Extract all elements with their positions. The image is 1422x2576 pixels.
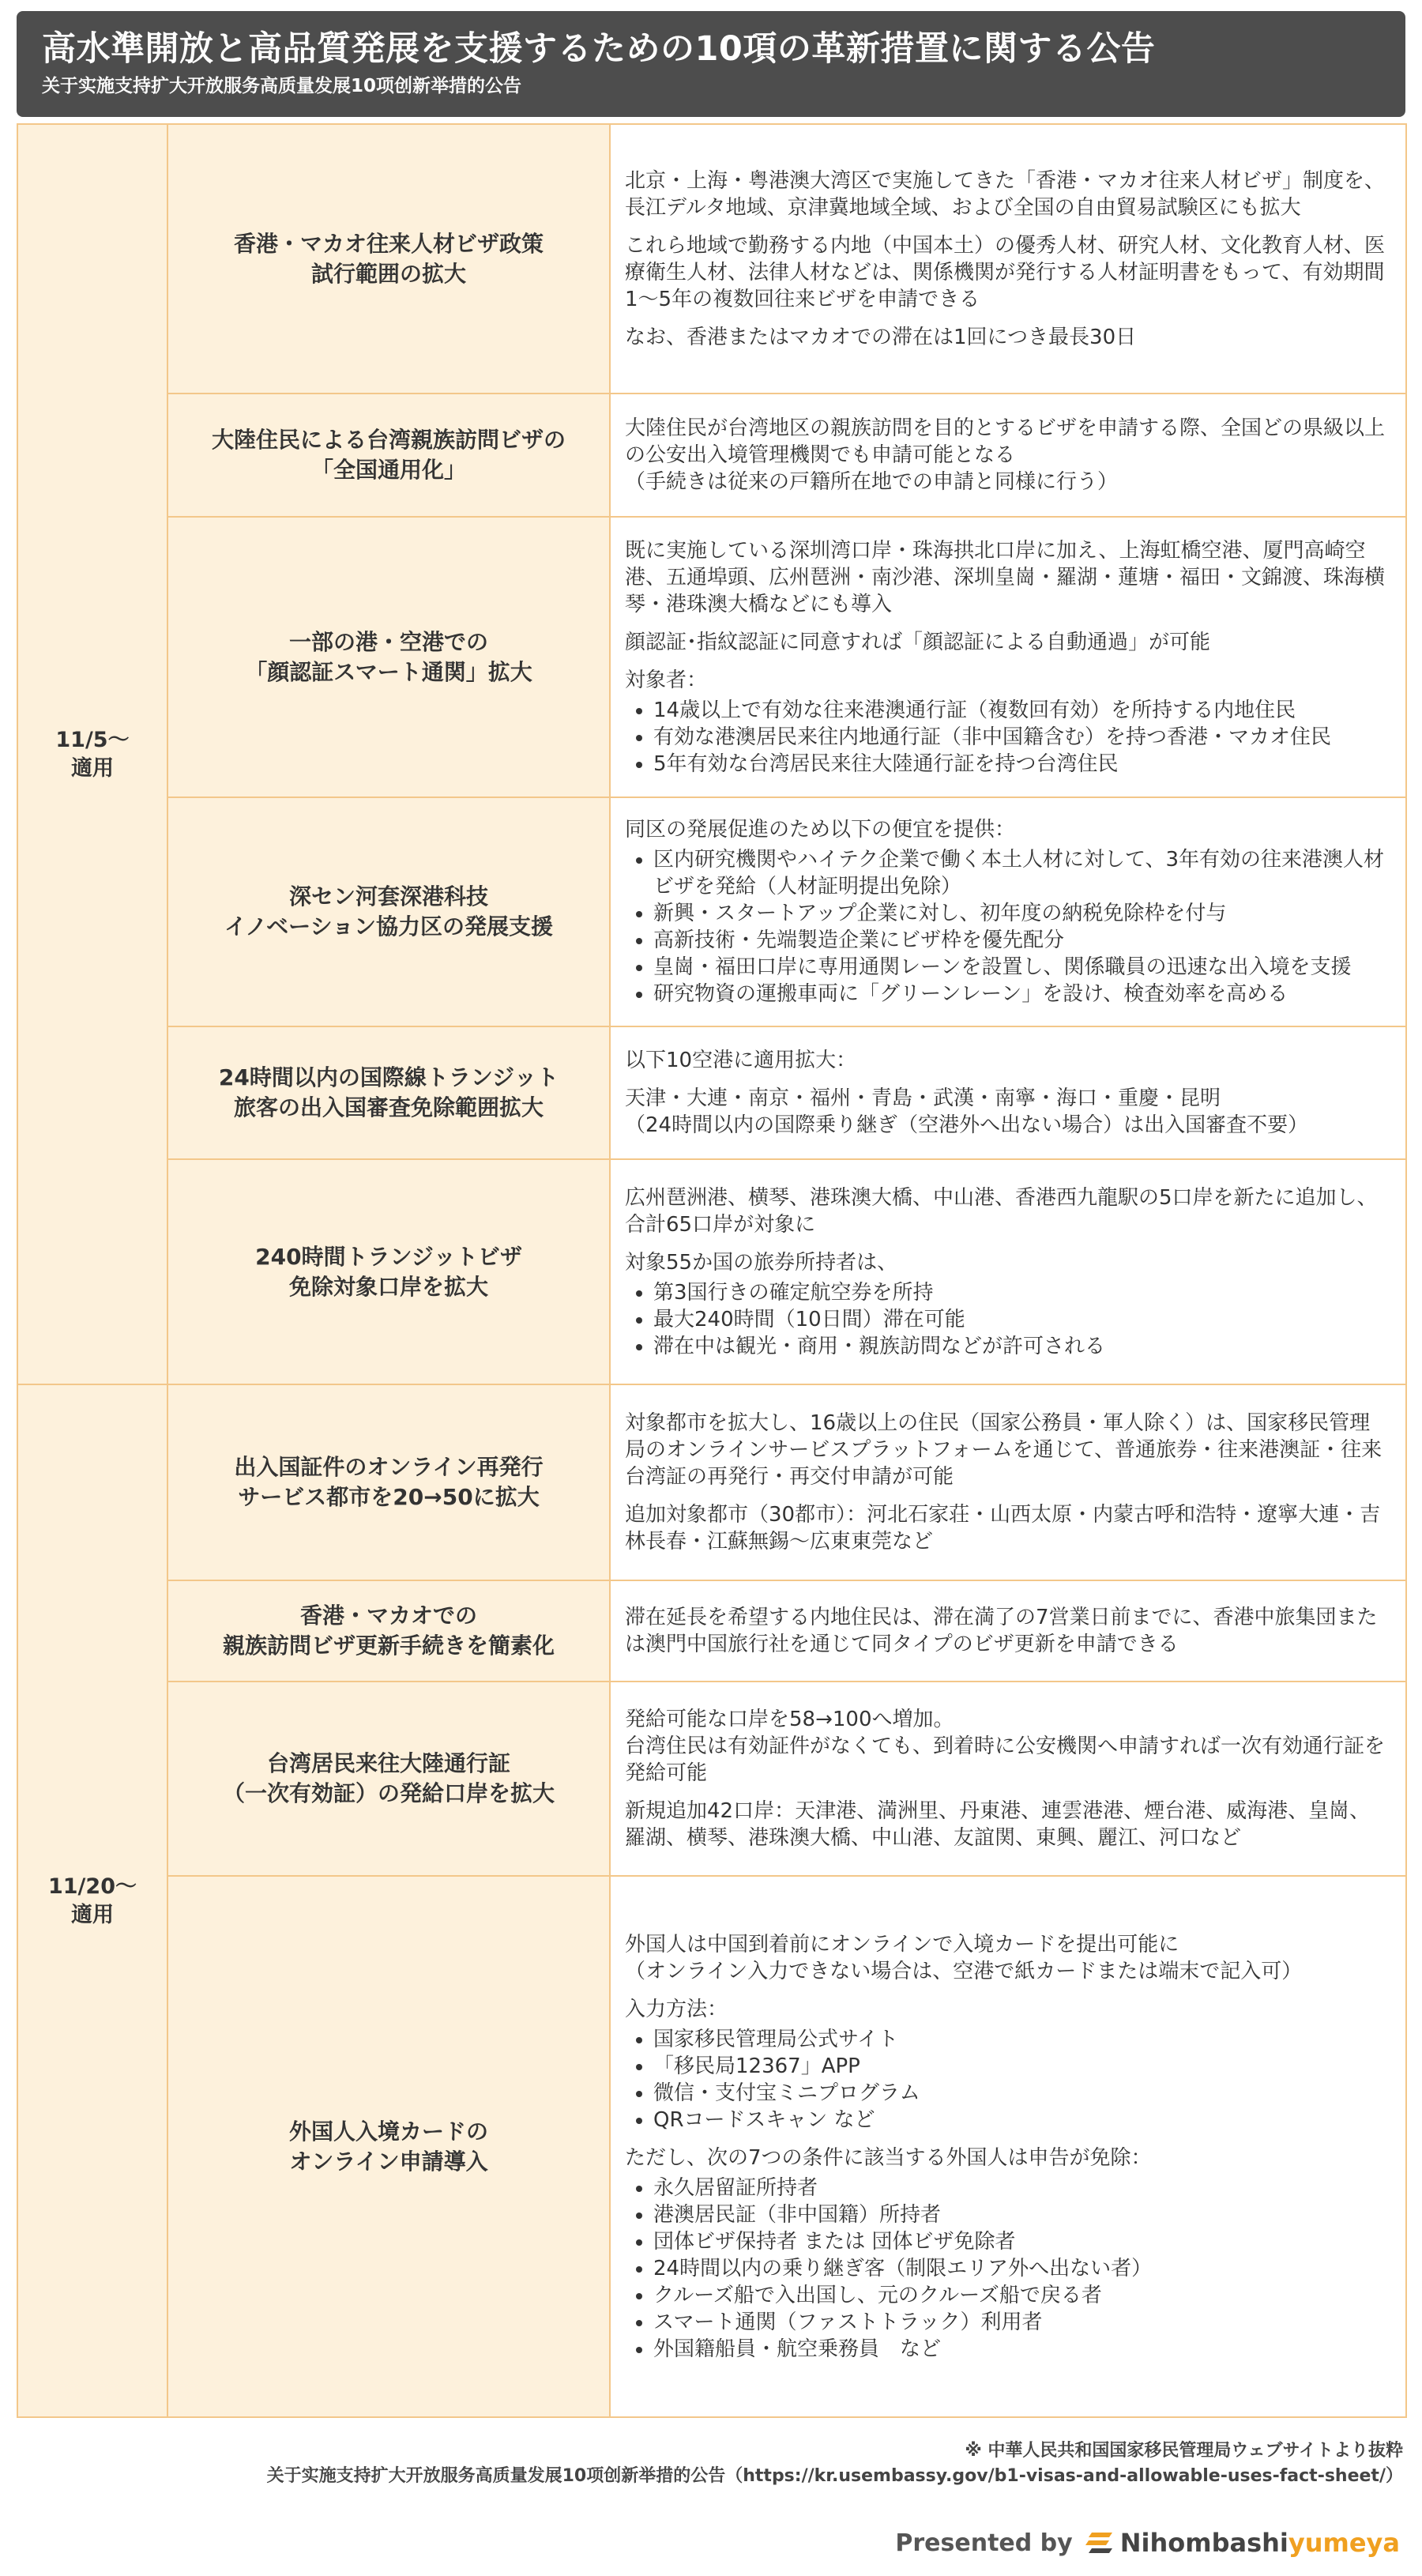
detail-paragraph xyxy=(625,1085,1390,1112)
measure-name-cell xyxy=(167,1384,610,1580)
measure-row xyxy=(17,1580,1406,1682)
detail-paragraph xyxy=(625,1958,1390,1985)
brand-footer xyxy=(895,2525,1400,2560)
measure-detail-cell xyxy=(610,797,1406,1026)
detail-paragraph xyxy=(625,1501,1390,1555)
detail-bullet-list xyxy=(625,2175,1390,2363)
measure-name-line: オンライン申請導入 xyxy=(289,2148,488,2175)
detail-paragraph xyxy=(625,1996,1390,2133)
measure-name-line: 「顔認証スマート通関」拡大 xyxy=(245,658,532,685)
detail-paragraph xyxy=(625,1410,1390,1490)
measure-detail-cell xyxy=(610,394,1406,517)
detail-text: （手続きは従来の戸籍所在地での申請と同様に行う） xyxy=(625,470,1119,494)
measure-name-cell xyxy=(167,124,610,394)
detail-bullet-list xyxy=(625,846,1390,1007)
source-note-line1: ※ 中華人民共和国国家移民管理局ウェブサイトより抜粋 xyxy=(965,2441,1403,2461)
detail-paragraph xyxy=(625,415,1390,469)
measure-name-line: 大陸住民による台湾親族訪問ビザの xyxy=(211,427,566,453)
detail-paragraph xyxy=(625,1706,1390,1733)
detail-paragraph xyxy=(625,1112,1390,1139)
measure-name-line: 親族訪問ビザ更新手続きを簡素化 xyxy=(222,1633,555,1659)
effective-date-suffix: 適用 xyxy=(71,755,114,781)
brand-logo-icon xyxy=(1084,2531,1114,2555)
measure-detail-cell xyxy=(610,517,1406,797)
detail-bullet-item: • 滞在中は観光・商用・親族訪問などが許可される xyxy=(653,1333,1390,1360)
detail-text: 以下10空港に適用拡大： xyxy=(625,1049,857,1072)
detail-text: （24時間以内の国際乗り継ぎ（空港外へ出ない場合）は出入国審査不要） xyxy=(625,1113,1309,1137)
detail-bullet-item: • 微信・支付宝ミニプログラム xyxy=(653,2080,1390,2107)
measure-row xyxy=(17,1026,1406,1159)
measure-name-line: 外国人入境カードの xyxy=(288,2118,488,2145)
measure-name-line: イノベーション協力区の発展支援 xyxy=(224,913,554,940)
detail-bullet-item: • 外国籍船員・航空乗務員 など xyxy=(653,2336,1390,2363)
detail-text: 対象55か国の旅券所持者は、 xyxy=(625,1250,898,1275)
measure-name-line: 免除対象口岸を拡大 xyxy=(288,1273,488,1300)
measure-row xyxy=(17,394,1406,517)
measure-row xyxy=(17,1384,1406,1580)
measure-row xyxy=(17,1159,1406,1384)
detail-bullet-item: • 皇崗・福田口岸に専用通関レーンを設置し、関係職員の迅速な出入境を支援 xyxy=(653,954,1390,981)
measures-table xyxy=(17,123,1407,2418)
measure-name-line: サービス都市を20→50に拡大 xyxy=(238,1484,540,1510)
detail-paragraph xyxy=(625,816,1390,1007)
measure-row xyxy=(17,517,1406,797)
detail-paragraph xyxy=(625,1604,1390,1658)
detail-bullet-item: • 団体ビザ保持者 または 団体ビザ免除者 xyxy=(653,2228,1390,2255)
measure-detail-cell xyxy=(610,1384,1406,1580)
detail-text: 追加対象都市（30都市）：河北石家荘・山西太原・内蒙古呼和浩特・遼寧大連・吉林長春・江蘇無錫〜広東東莞など xyxy=(625,1503,1381,1554)
detail-text: 大陸住民が台湾地区の親族訪問を目的とするビザを申請する際、全国どの県級以上の公安出入境管理機関でも申請可能となる xyxy=(625,416,1386,467)
measure-name-line: 出入国証件のオンライン再発行 xyxy=(234,1454,544,1480)
page-header xyxy=(17,11,1405,117)
detail-text: 対象都市を拡大し、16歳以上の住民（国家公務員・軍人除く）は、国家移民管理局のオンラインサービスプラットフォームを通じて、普通旅券・往来港澳証・往来台湾証の再発行・再交付申請が可能 xyxy=(625,1411,1382,1489)
detail-text: （オンライン入力できない場合は、空港で紙カードまたは端末で記入可） xyxy=(625,1959,1303,1983)
detail-paragraph xyxy=(625,667,1390,778)
effective-date: 11/5〜 xyxy=(55,727,130,752)
detail-text: 天津・大連・南京・福州・青島・武漢・南寧・海口・重慶・昆明 xyxy=(625,1087,1221,1110)
detail-bullet-list xyxy=(625,1279,1390,1360)
effective-date-cell xyxy=(17,1384,167,2417)
detail-text: これら地域で勤務する内地（中国本土）の優秀人材、研究人材、文化教育人材、医療衛生人材、法律人材などは、関係機関が発行する人材証明書をもって、有効期間1〜5年の複数回往来ビザを申請できる xyxy=(625,233,1386,311)
measure-row xyxy=(17,124,1406,394)
detail-bullet-item: • 新興・スタートアップ企業に対し、初年度の納税免除枠を付与 xyxy=(653,900,1390,927)
detail-text: 入力方法： xyxy=(625,1997,728,2021)
measure-name-cell xyxy=(167,517,610,797)
measure-name-line: 旅客の出入国審査免除範囲拡大 xyxy=(233,1094,544,1120)
measure-name-cell xyxy=(167,797,610,1026)
detail-paragraph xyxy=(625,2145,1390,2363)
effective-date-cell xyxy=(17,124,167,1384)
detail-text: 既に実施している深圳湾口岸・珠海拱北口岸に加え、上海虹橋空港、厦門高崎空港、五通埠頭、広州琶洲・南沙港、深圳皇崗・羅湖・蓮塘・福田・文錦渡、珠海横琴・港珠澳大橋などにも導入 xyxy=(625,538,1386,616)
detail-bullet-item: • 「移民局12367」APP xyxy=(653,2053,1390,2080)
detail-text: 台湾住民は有効証件がなくても、到着時に公安機関へ申請すれば一次有効通行証を発給可能 xyxy=(625,1734,1386,1785)
detail-text: 広州琶洲港、横琴、港珠澳大橋、中山港、香港西九龍駅の5口岸を新たに追加し、合計65口岸が対象に xyxy=(625,1185,1378,1237)
page-title: 高水準開放と高品質発展を支援するための10項の革新措置に関する公告 xyxy=(42,29,1156,69)
detail-paragraph xyxy=(625,168,1390,221)
detail-paragraph xyxy=(625,324,1390,351)
measure-detail-cell xyxy=(610,1580,1406,1682)
detail-paragraph xyxy=(625,1798,1390,1851)
brand-name-part2: yumeya xyxy=(1288,2528,1400,2558)
detail-bullet-item: • 5年有効な台湾居民来往大陸通行証を持つ台湾住民 xyxy=(653,751,1390,778)
measure-name-line: 深セン河套深港科技 xyxy=(288,883,488,910)
measure-row xyxy=(17,1682,1406,1876)
measure-name-cell xyxy=(167,1580,610,1682)
measures-table-body xyxy=(17,124,1406,2417)
measure-row xyxy=(17,797,1406,1026)
presented-by-label: Presented by xyxy=(895,2529,1073,2557)
measure-name-cell xyxy=(167,1159,610,1384)
detail-bullet-item: • 国家移民管理局公式サイト xyxy=(653,2026,1390,2053)
detail-text: 新規追加42口岸：天津港、満洲里、丹東港、連雲港港、煙台港、威海港、皇崗、羅湖、横琴、港珠澳大橋、中山港、友誼関、東興、麗江、河口など xyxy=(625,1799,1371,1850)
measure-name-cell xyxy=(167,1876,610,2417)
measure-name-cell xyxy=(167,1026,610,1159)
measure-name-line: 香港・マカオでの xyxy=(299,1602,477,1629)
measure-detail-cell xyxy=(610,1159,1406,1384)
detail-bullet-list xyxy=(625,2026,1390,2133)
detail-bullet-item: • クルーズ船で入出国し、元のクルーズ船で戻る者 xyxy=(653,2282,1390,2309)
measure-name-cell xyxy=(167,1682,610,1876)
detail-bullet-item: • 24時間以内の乗り継ぎ客（制限エリア外へ出ない者） xyxy=(653,2255,1390,2282)
measure-name-line: 240時間トランジットビザ xyxy=(255,1243,522,1270)
detail-bullet-item: • 第3国行きの確定航空券を所持 xyxy=(653,1279,1390,1306)
measure-name-line: 「全国通用化」 xyxy=(310,457,466,483)
source-note-line2: 关于实施支持扩大开放服务高质量发展10项创新举措的公告（https://kr.usembassy.gov/b1-visas-and-allowable-uses-fact-sheet/） xyxy=(266,2466,1403,2486)
detail-paragraph xyxy=(625,1931,1390,1958)
detail-paragraph xyxy=(625,1047,1390,1074)
detail-paragraph xyxy=(625,469,1390,495)
detail-paragraph xyxy=(625,1249,1390,1360)
detail-text: 外国人は中国到着前にオンラインで入境カードを提出可能に xyxy=(625,1932,1179,1956)
measure-detail-cell xyxy=(610,1026,1406,1159)
detail-bullet-list xyxy=(625,697,1390,778)
measure-detail-cell xyxy=(610,1682,1406,1876)
measure-detail-cell xyxy=(610,124,1406,394)
effective-date-suffix: 適用 xyxy=(71,1902,114,1927)
detail-paragraph xyxy=(625,1733,1390,1787)
detail-bullet-item: • 研究物資の運搬車両に「グリーンレーン」を設け、検査効率を高める xyxy=(653,981,1390,1007)
measure-name-line: 一部の港・空港での xyxy=(288,628,488,655)
detail-bullet-item: • 最大240時間（10日間）滞在可能 xyxy=(653,1306,1390,1333)
measure-name-line: （一次有効証）の発給口岸を拡大 xyxy=(222,1780,555,1806)
measure-name-line: 24時間以内の国際線トランジット xyxy=(218,1064,559,1090)
source-note xyxy=(267,2439,1403,2489)
detail-text: 北京・上海・粤港澳大湾区で実施してきた「香港・マカオ往来人材ビザ」制度を、長江デルタ地域、京津冀地域全域、および全国の自由貿易試験区にも拡大 xyxy=(625,168,1386,220)
detail-bullet-item: • 区内研究機関やハイテク企業で働く本土人材に対して、3年有効の往来港澳人材ビザを発給（人材証明提出免除） xyxy=(653,846,1390,900)
detail-paragraph xyxy=(625,537,1390,618)
detail-paragraph xyxy=(625,629,1390,656)
page-subtitle: 关于实施支持扩大开放服务高质量发展10项创新举措的公告 xyxy=(42,76,522,96)
measure-name-cell xyxy=(167,394,610,517)
detail-bullet-item: • QRコードスキャン など xyxy=(653,2107,1390,2133)
measure-row xyxy=(17,1876,1406,2417)
measure-name-line: 台湾居民来往大陸通行証 xyxy=(266,1750,510,1776)
detail-bullet-item: • スマート通関（ファストトラック）利用者 xyxy=(653,2309,1390,2336)
detail-text: ただし、次の7つの条件に該当する外国人は申告が免除： xyxy=(625,2145,1152,2170)
detail-text: 顔認証･指紋認証に同意すれば「顔認証による自動通過」が可能 xyxy=(625,630,1211,654)
effective-date: 11/20〜 xyxy=(47,1874,137,1899)
detail-paragraph xyxy=(625,1184,1390,1238)
detail-bullet-item: • 港澳居民証（非中国籍）所持者 xyxy=(653,2201,1390,2228)
measure-detail-cell xyxy=(610,1876,1406,2417)
detail-text: 発給可能な口岸を58→100へ増加。 xyxy=(625,1708,954,1731)
measure-name-line: 香港・マカオ往来人材ビザ政策 xyxy=(233,230,544,257)
detail-bullet-item: • 有効な港澳居民来往内地通行証（非中国籍含む）を持つ香港・マカオ住民 xyxy=(653,724,1390,751)
detail-text: 同区の発展促進のため以下の便宜を提供： xyxy=(625,818,1016,842)
detail-text: 対象者： xyxy=(625,668,708,692)
detail-paragraph xyxy=(625,232,1390,313)
detail-text: なお、香港またはマカオでの滞在は1回につき最長30日 xyxy=(625,325,1137,349)
measure-name-line: 試行範囲の拡大 xyxy=(310,260,466,287)
detail-bullet-item: • 14歳以上で有効な往来港澳通行証（複数回有効）を所持する内地住民 xyxy=(653,697,1390,724)
brand-name-part1: Nihombashi xyxy=(1119,2528,1288,2558)
detail-text: 滞在延長を希望する内地住民は、滞在満了の7営業日前までに、香港中旅集団または澳門中国旅行社を通じて同タイプのビザ更新を申請できる xyxy=(625,1606,1378,1656)
detail-bullet-item: • 高新技術・先端製造企業にビザ枠を優先配分 xyxy=(653,927,1390,954)
detail-bullet-item: • 永久居留証所持者 xyxy=(653,2175,1390,2201)
